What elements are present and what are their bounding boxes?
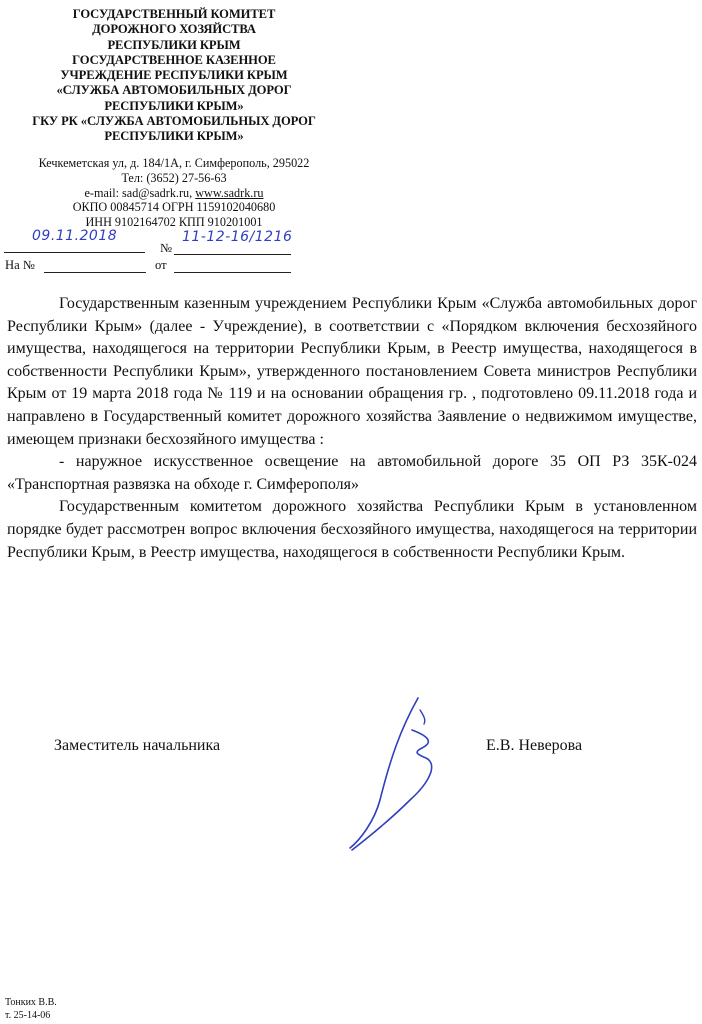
- org-line: РЕСПУБЛИКИ КРЫМ»: [104, 129, 244, 144]
- body-paragraph: Государственным комитетом дорожного хозяйства Республики Крым в установленном порядке будет рассмотрен вопрос включения бесхозяйного имущества, находящегося на территории Республики Крым, в Реестр имущества, находящегося в собственности Республики Крым.: [7, 498, 697, 561]
- phone: Тел: (3652) 27-56-63: [121, 170, 227, 185]
- on-number-underline: [44, 272, 146, 273]
- organization-header: [18, 7, 330, 145]
- okpo-ogrn: ОКПО 00845714 ОГРН 1159102040680: [72, 200, 276, 215]
- org-line: РЕСПУБЛИКИ КРЫМ»: [104, 98, 244, 113]
- handwritten-date: 09.11.2018: [32, 228, 118, 244]
- executor-name: Тонких В.В.: [5, 997, 57, 1008]
- handwritten-signature: [330, 690, 460, 860]
- org-line: «СЛУЖБА АВТОМОБИЛЬНЫХ ДОРОГ: [56, 83, 292, 98]
- letter-body: [7, 293, 697, 564]
- org-line: ГКУ РК «СЛУЖБА АВТОМОБИЛЬНЫХ ДОРОГ: [32, 114, 316, 129]
- executor-phone: т. 25-14-06: [5, 1010, 51, 1021]
- number-label: №: [160, 241, 173, 255]
- on-number-label: На №: [5, 258, 35, 272]
- email: e-mail: sad@sadrk.ru,: [84, 185, 193, 200]
- org-line: РЕСПУБЛИКИ КРЫМ: [107, 37, 241, 52]
- org-line: ГОСУДАРСТВЕННОЕ КАЗЕННОЕ: [72, 52, 276, 67]
- registration-block: [0, 228, 330, 276]
- executor-footer: [5, 996, 57, 1022]
- body-paragraph: Государственным казенным учреждением Республики Крым «Служба автомобильных дорог Республики Крым» (далее - Учреждение), в соответствии с «Порядком включения бесхозяйного имущества, находящегося на территории Республики Крым, в Реестр имущества, находящегося в собственности Республики Крым», утвержденного постановлением Совета министров Республики Крым от 19 марта 2018 года № 119 и на основании обращения гр. , подготовлено 09.11.2018 года и направлено в Государственный комитет дорожного хозяйства Заявление о недвижимом имуществе, имеющем признаки бесхозяйного имущества :: [7, 295, 697, 448]
- organization-contacts: [18, 156, 330, 230]
- from-label: от: [155, 258, 167, 272]
- signer-name: Е.В. Неверова: [486, 737, 583, 754]
- signer-title: Заместитель начальника: [54, 737, 221, 754]
- date-underline: [4, 252, 145, 253]
- website-link[interactable]: www.sadrk.ru: [195, 185, 264, 200]
- handwritten-number: 11-12-16/1216: [182, 229, 293, 245]
- from-underline: [174, 272, 291, 273]
- address: Кечкеметская ул, д. 184/1А, г. Симферополь, 295022: [38, 156, 310, 170]
- inn-kpp: ИНН 9102164702 КПП 910201001: [85, 215, 263, 230]
- property-list-item: - наружное искусственное освещение на автомобильной дороге 35 ОП РЗ 35К-024 «Транспортная развязка на обходе г. Симферополя»: [7, 453, 697, 493]
- email-line: [18, 186, 330, 201]
- org-line: ДОРОЖНОГО ХОЗЯЙСТВА: [92, 22, 256, 37]
- org-line: ГОСУДАРСТВЕННЫЙ КОМИТЕТ: [72, 7, 276, 21]
- org-line: УЧРЕЖДЕНИЕ РЕСПУБЛИКИ КРЫМ: [60, 68, 288, 83]
- number-underline: [174, 254, 291, 255]
